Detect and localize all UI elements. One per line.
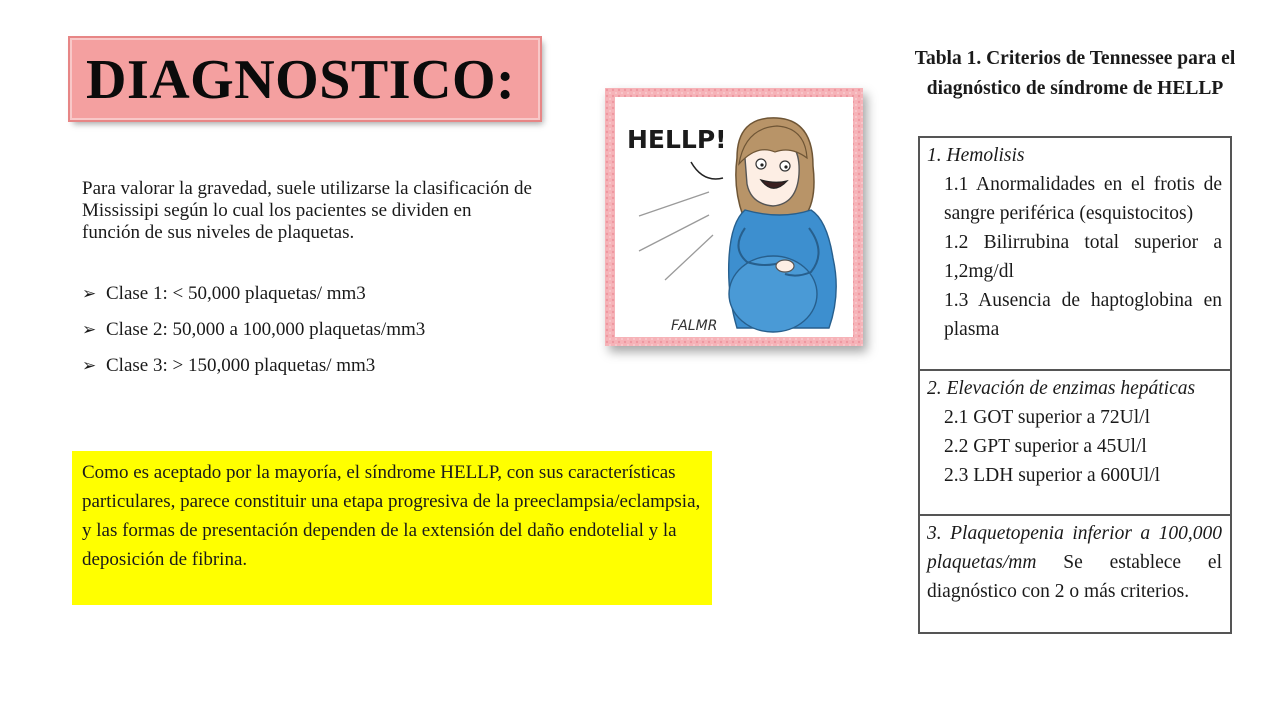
criteria-table: [918, 136, 1232, 634]
cartoon-illustration: [605, 88, 863, 346]
class-2-text: Clase 2: 50,000 a 100,000 plaquetas/mm3: [106, 319, 426, 340]
speech-text: HELLP!: [627, 125, 727, 154]
class-list: [82, 282, 552, 390]
list-item: [82, 354, 552, 390]
table-caption: Tabla 1. Criterios de Tennessee para el diagnóstico de síndrome de HELLP: [914, 48, 1236, 99]
arrow-bullet-icon: ➢: [82, 284, 97, 303]
criterion-plaquetopenia: [920, 516, 1230, 632]
pregnant-woman-cartoon: [605, 88, 863, 346]
title-banner: [70, 38, 540, 120]
criterion-item: 1.3 Ausencia de haptoglobina en plasma: [944, 290, 1222, 340]
criterion-item: 1.2 Bilirrubina total superior a 1,2mg/dl: [944, 232, 1222, 282]
criterion-heading: 2. Elevación de enzimas hepáticas: [927, 378, 1196, 399]
highlight-note: Como es aceptado por la mayoría, el síndrome HELLP, con sus características particulares, parece constituir una etapa progresiva de la preeclampsia/eclampsia, y las formas de presentación dependen de la extensión del daño endotelial y la deposición de fibrina.: [72, 451, 712, 605]
criterion-heading: 1. Hemolisis: [927, 145, 1025, 166]
arrow-bullet-icon: ➢: [82, 356, 97, 375]
criterion-enzimas: [920, 371, 1230, 516]
class-1-text: Clase 1: < 50,000 plaquetas/ mm3: [106, 283, 366, 304]
page-title: DIAGNOSTICO:: [86, 49, 516, 111]
list-item: [82, 282, 552, 318]
class-3-text: Clase 3: > 150,000 plaquetas/ mm3: [106, 355, 376, 376]
criterion-hemolisis: [920, 138, 1230, 371]
intro-paragraph: Para valorar la gravedad, suele utilizarse la clasificación de Mississipi según lo cual los pacientes se dividen en función de sus niveles de plaquetas.: [82, 178, 532, 243]
criterion-text: Se establece el diagnóstico con 2 o más criterios.: [927, 552, 1223, 602]
criterion-heading: 3. Plaquetopenia inferior a 100,000 plaquetas/mm: [927, 523, 1222, 573]
signature-text: FALMR: [671, 318, 718, 334]
criterion-item: 2.2 GPT superior a 45Ul/l: [944, 436, 1147, 457]
arrow-bullet-icon: ➢: [82, 320, 97, 339]
criterion-item: 1.1 Anormalidades en el frotis de sangre periférica (esquistocitos): [944, 174, 1222, 224]
list-item: [82, 318, 552, 354]
criterion-item: 2.3 LDH superior a 600Ul/l: [944, 465, 1161, 486]
criterion-item: 2.1 GOT superior a 72Ul/l: [944, 407, 1150, 428]
